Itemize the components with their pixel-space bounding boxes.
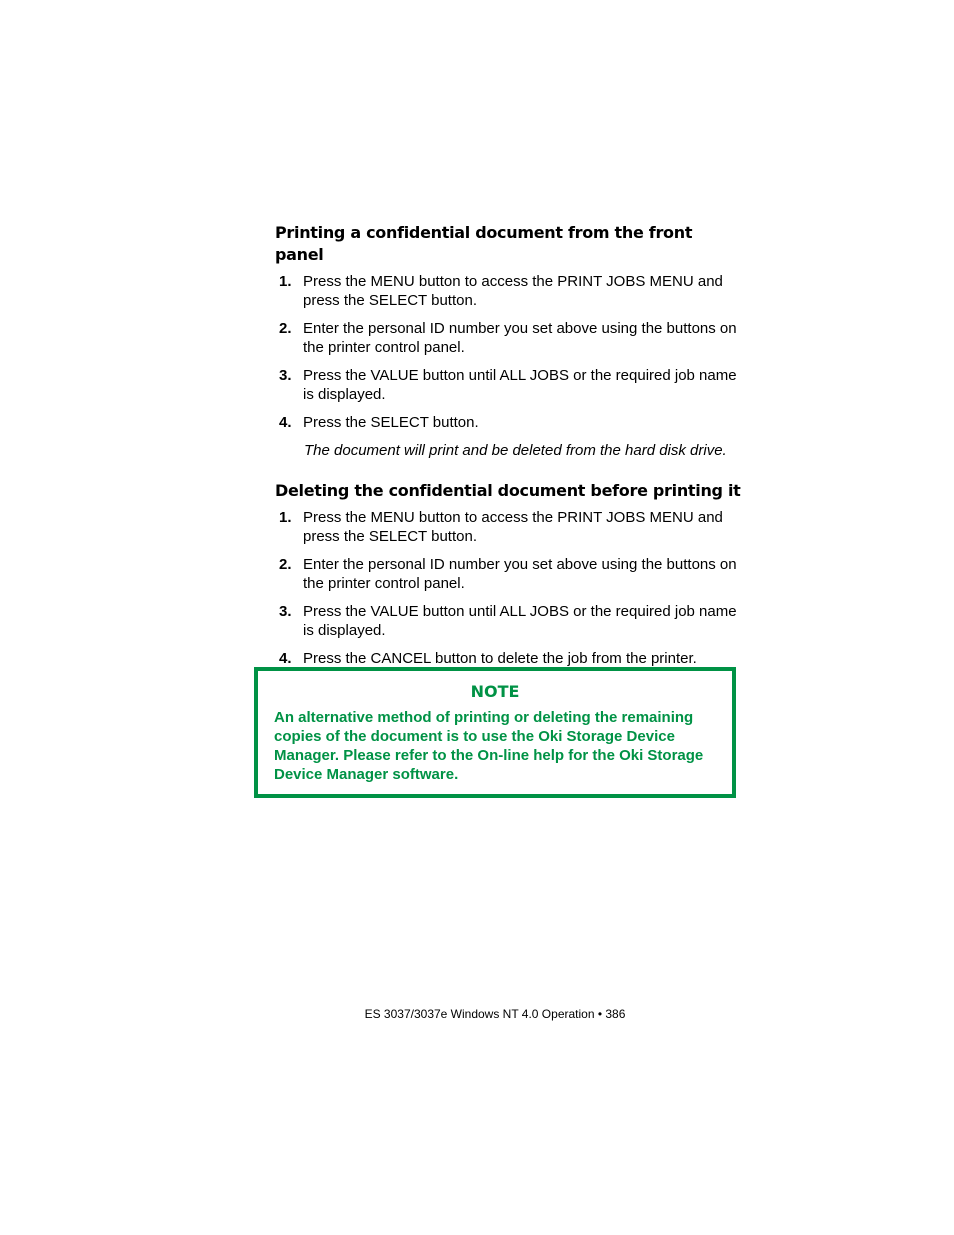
step-item: [275, 602, 745, 640]
step-number: 4.: [279, 650, 292, 667]
step-item: [275, 508, 745, 546]
step-number: 2.: [279, 556, 292, 573]
step-text: Press the MENU button to access the PRINT JOBS MENU and press the SELECT button.: [303, 509, 723, 545]
step-text: Press the SELECT button.: [303, 414, 479, 431]
section2-heading: Deleting the confidential document before printing it: [275, 481, 741, 500]
step-text: Press the MENU button to access the PRINT JOBS MENU and press the SELECT button.: [303, 273, 723, 309]
step-item: [275, 272, 745, 310]
step-number: 1.: [279, 509, 292, 526]
page-footer: ES 3037/3037e Windows NT 4.0 Operation • 386: [364, 1007, 626, 1021]
note-box: [254, 667, 736, 798]
step-text: Press the VALUE button until ALL JOBS or the required job name is displayed.: [303, 603, 737, 639]
section1-steps: [275, 272, 745, 432]
step-number: 3.: [279, 367, 292, 384]
step-item: [275, 649, 745, 668]
step-number: 2.: [279, 320, 292, 337]
step-text: Press the VALUE button until ALL JOBS or the required job name is displayed.: [303, 367, 737, 403]
page-content: [275, 222, 745, 677]
step-text: Enter the personal ID number you set above using the buttons on the printer control panel.: [303, 320, 737, 356]
step-text: Enter the personal ID number you set above using the buttons on the printer control panel.: [303, 556, 737, 592]
step-number: 3.: [279, 603, 292, 620]
note-text: An alternative method of printing or deleting the remaining copies of the document is to use the Oki Storage Device Manager. Please refer to the On-line help for the Oki Storage Device Manager software.: [274, 709, 704, 783]
section2-steps: [275, 508, 745, 668]
step-item: [275, 319, 745, 357]
step-number: 1.: [279, 273, 292, 290]
note-title: NOTE: [470, 682, 520, 701]
step-item: [275, 555, 745, 593]
step-text: Press the CANCEL button to delete the job from the printer.: [303, 650, 697, 667]
step-item: [275, 366, 745, 404]
step-result: The document will print and be deleted from the hard disk drive.: [304, 442, 727, 459]
step-number: 4.: [279, 414, 292, 431]
step-item: [275, 413, 745, 432]
section1-heading: Printing a confidential document from the front panel: [275, 223, 693, 264]
